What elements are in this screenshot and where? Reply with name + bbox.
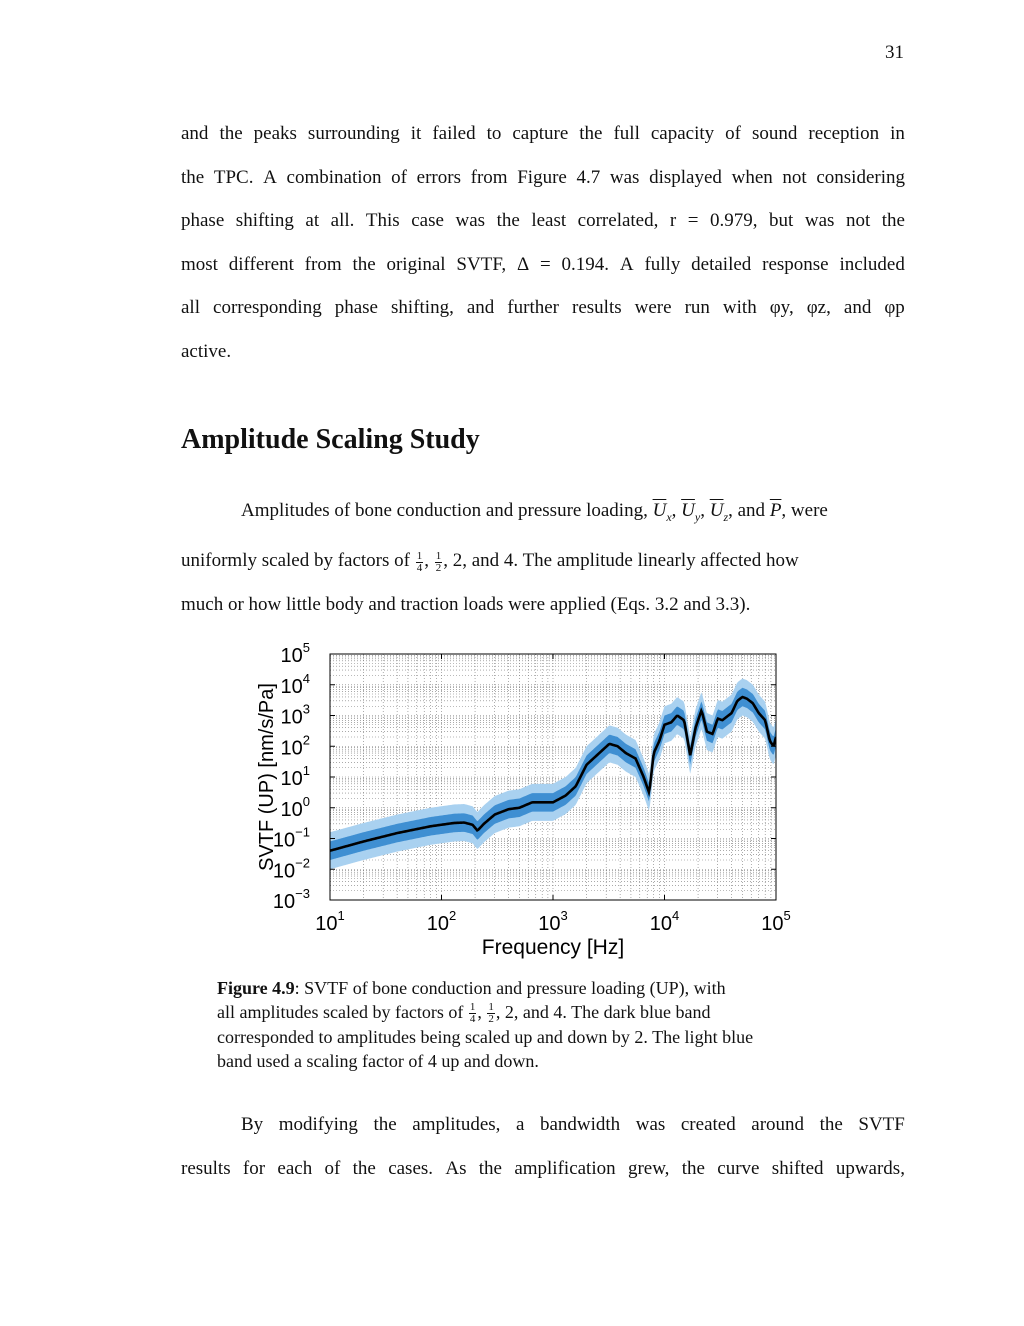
- fraction: $\frac{1}{2}$: [488, 1001, 494, 1026]
- tick-label: $10^{-1}$: [272, 824, 310, 852]
- figure-caption: [217, 976, 867, 1073]
- subscript: y: [694, 509, 701, 524]
- paragraph-line: the TPC. A combination of errors from Figure 4.7 was displayed when not considering: [181, 166, 905, 188]
- paragraph-line: all corresponding phase shifting, and further results were run with φy, φz, and φp: [181, 297, 905, 319]
- x-axis-label: Frequency [Hz]: [481, 936, 625, 959]
- caption-line: all amplitudes scaled by factors of $\frac{1}{4}$ , $\frac{1}{2}$ , 2, and 4. The dark blue band: [217, 1001, 711, 1026]
- subscript: z: [723, 509, 729, 524]
- tick-label: $10^1$: [315, 908, 345, 935]
- tick-label: $10^0$: [280, 793, 310, 821]
- text-run: Amplitudes of bone conduction and pressure loading,: [241, 500, 653, 521]
- p-symbol: $\overline{P}$: [769, 500, 782, 521]
- caption-line: [217, 976, 867, 1000]
- paragraph-line: By modifying the amplitudes, a bandwidth was created around the SVTF: [241, 1114, 905, 1135]
- paragraph-line: results for each of the cases. As the amplification grew, the curve shifted upwards,: [181, 1157, 905, 1179]
- paragraph-line: uniformly scaled by factors of $\frac{1}{4}$ , $\frac{1}{2}$ , 2, and 4. The amplitude linearly affected how: [181, 549, 799, 574]
- svtf-chart: [240, 632, 800, 962]
- tick-label: $10^1$: [280, 763, 310, 790]
- tick-label: $10^4$: [280, 670, 310, 698]
- paragraph-line: and the peaks surrounding it failed to capture the full capacity of sound reception in: [181, 123, 905, 144]
- caption-line: band used a scaling factor of 4 up and down.: [217, 1051, 539, 1072]
- paragraph-line: Amplitudes of bone conduction and pressure loading, $\overline{U}_x$, $\overline{U}_y$, $\overline{U}_z$, and $\overline{P}$, were: [241, 500, 828, 524]
- figure-4-9: [240, 632, 800, 962]
- paragraph-2: [181, 489, 905, 627]
- paragraph-line: active.: [181, 340, 232, 362]
- fraction: $\frac{1}{4}$: [416, 549, 423, 574]
- tick-label: $10^2$: [280, 732, 310, 760]
- caption-text: , 2, and 4. The dark blue band: [495, 1002, 711, 1022]
- page-number: 31: [885, 42, 904, 63]
- tick-label: $10^5$: [280, 640, 310, 667]
- tick-label: $10^2$: [426, 908, 457, 935]
- tick-label: $10^4$: [649, 908, 680, 935]
- uy-symbol: $\overline{U}$: [681, 500, 695, 521]
- paragraph-line: phase shifting at all. This case was the least correlated, r = 0.979, but was not the: [181, 210, 905, 232]
- fraction: $\frac{1}{4}$: [469, 1001, 476, 1026]
- text-run: uniformly scaled by factors of: [181, 550, 415, 572]
- caption-text: all amplitudes scaled by factors of: [217, 1002, 468, 1022]
- subscript: x: [666, 509, 672, 524]
- caption-label: Figure 4.9: [217, 978, 295, 998]
- tick-label: $10^3$: [280, 701, 310, 729]
- text-run: , 2, and 4. The amplitude linearly affected how: [443, 550, 799, 572]
- paragraph-line: most different from the original SVTF, Δ = 0.194. A fully detailed response included: [181, 253, 905, 275]
- ux-symbol: $\overline{U}$: [652, 500, 667, 521]
- tick-label: $10^{-2}$: [272, 855, 310, 883]
- text-run: , and: [728, 500, 770, 521]
- uz-symbol: $\overline{U}$: [709, 500, 724, 521]
- chart-grid: [330, 654, 776, 900]
- caption-line: corresponded to amplitudes being scaled up and down by 2. The light blue: [217, 1027, 754, 1048]
- tick-label: $10^3$: [538, 908, 568, 935]
- paragraph-line: much or how little body and traction loads were applied (Eqs. 3.2 and 3.3).: [181, 593, 751, 615]
- fraction: $\frac{1}{2}$: [435, 549, 442, 574]
- caption-text: : SVTF of bone conduction and pressure loading (UP), with: [294, 978, 726, 998]
- paragraph-3: [181, 1103, 905, 1190]
- paragraph-1: [181, 112, 905, 374]
- text-run: , were: [781, 500, 828, 521]
- tick-label: $10^5$: [761, 908, 791, 935]
- y-axis-label: SVTF (UP) [nm/s/Pa]: [256, 683, 278, 871]
- section-heading: Amplitude Scaling Study: [181, 424, 480, 455]
- tick-label: $10^{-3}$: [272, 886, 310, 913]
